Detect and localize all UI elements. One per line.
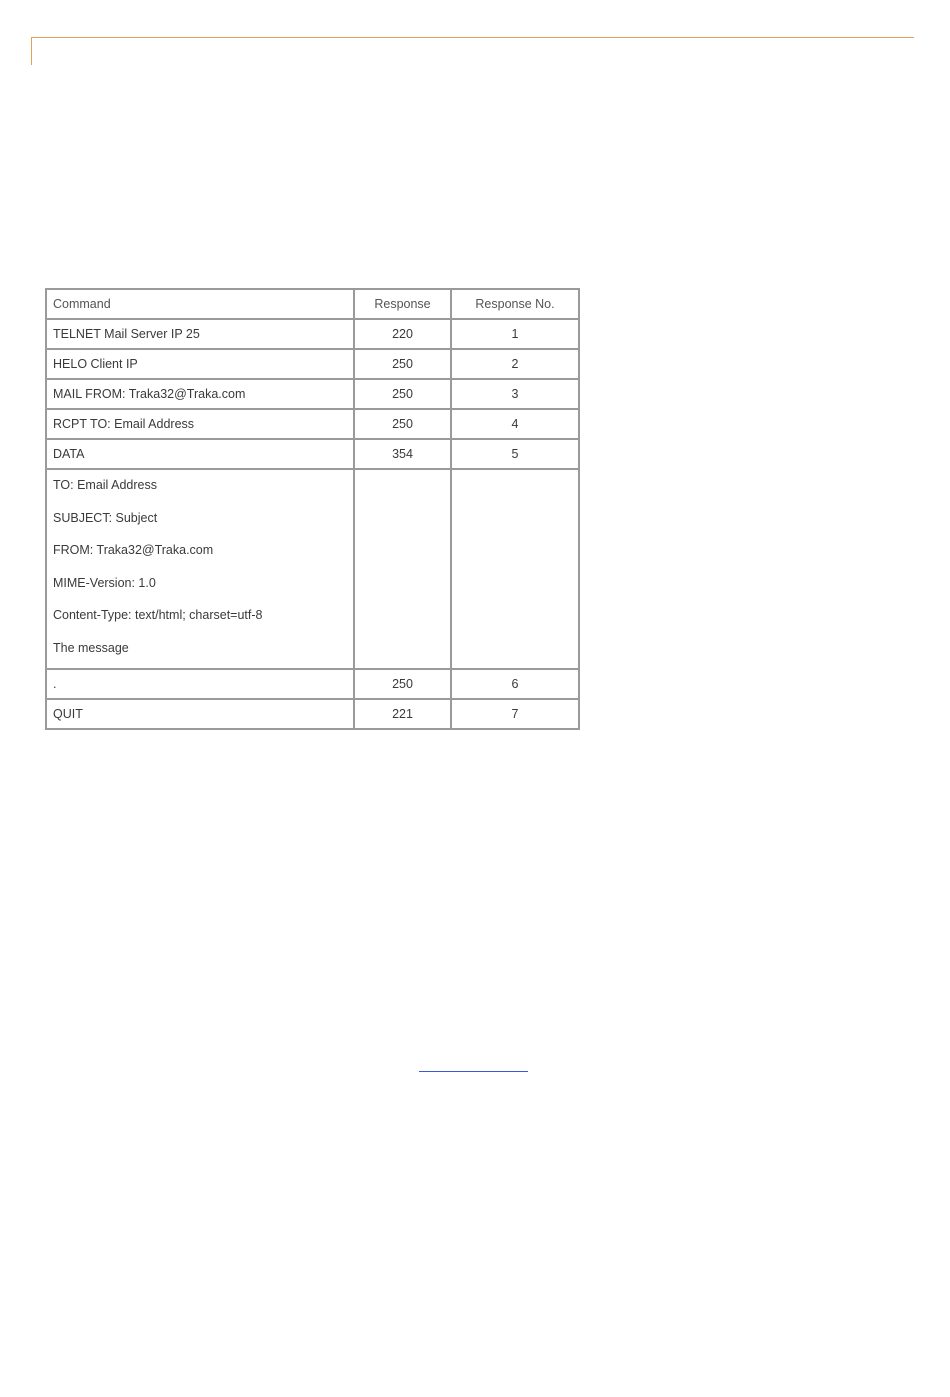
column-header-response: Response [354,289,451,319]
link-underline[interactable] [419,1071,528,1072]
command-cell: MAIL FROM: Traka32@Traka.com [46,379,354,409]
table-row [46,669,579,699]
response-no-cell: 4 [451,409,579,439]
command-cell: QUIT [46,699,354,729]
header-rule-tick [31,37,32,65]
command-cell: TELNET Mail Server IP 25 [46,319,354,349]
response-cell: 221 [354,699,451,729]
response-cell: 250 [354,409,451,439]
command-cell: RCPT TO: Email Address [46,409,354,439]
column-header-response-no: Response No. [451,289,579,319]
response-cell: 250 [354,669,451,699]
response-cell: 250 [354,379,451,409]
response-no-cell: 3 [451,379,579,409]
response-no-cell: 7 [451,699,579,729]
message-body-cell [46,469,354,669]
header-rule [31,37,914,38]
message-line-to: TO: Email Address [53,478,157,492]
response-no-cell: 5 [451,439,579,469]
table-row [46,439,579,469]
column-header-command: Command [46,289,354,319]
command-cell: DATA [46,439,354,469]
message-line-content-type: Content-Type: text/html; charset=utf-8 [53,608,263,622]
table-row [46,409,579,439]
command-cell: . [46,669,354,699]
response-cell: 354 [354,439,451,469]
table-row [46,349,579,379]
empty-response-cell [354,469,451,669]
table-row [46,379,579,409]
response-no-cell: 6 [451,669,579,699]
command-cell: HELO Client IP [46,349,354,379]
table-row [46,699,579,729]
message-line-from: FROM: Traka32@Traka.com [53,543,214,557]
table-row [46,319,579,349]
message-line-subject: SUBJECT: Subject [53,510,158,525]
message-line-body: The message [53,640,129,655]
response-no-cell: 1 [451,319,579,349]
message-body-row [46,469,579,669]
response-no-cell: 2 [451,349,579,379]
table-header-row [46,289,579,319]
empty-response-no-cell [451,469,579,669]
smtp-command-table [45,288,580,730]
response-cell: 250 [354,349,451,379]
response-cell: 220 [354,319,451,349]
message-line-mime-version: MIME-Version: 1.0 [53,575,156,590]
